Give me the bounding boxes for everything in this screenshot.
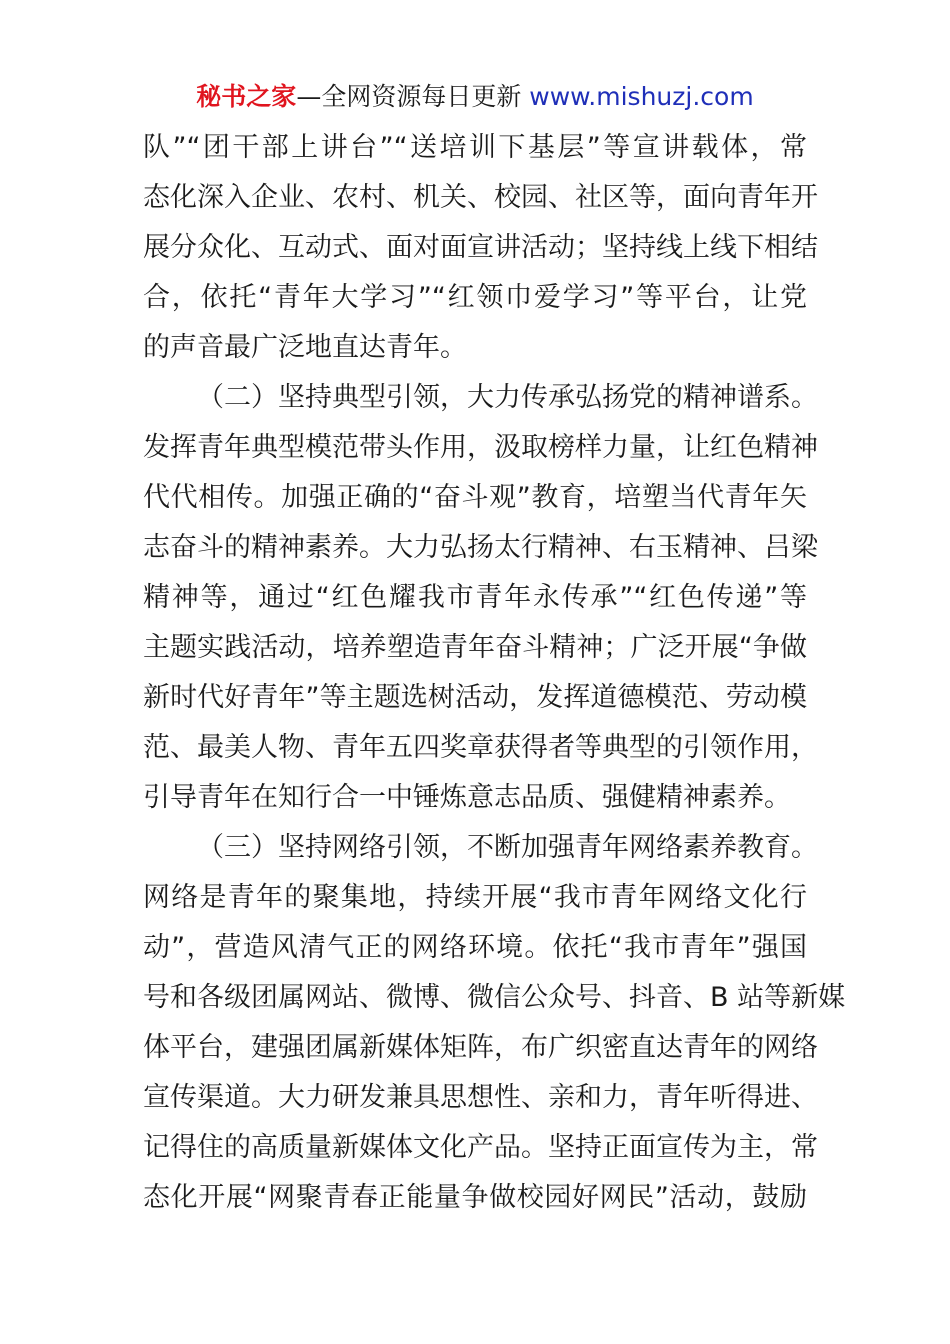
section-heading-line: （三）坚持网络引领，不断加强青年网络素养教育。 xyxy=(197,832,818,863)
text-line: 精神等，通过“红色耀我市青年永传承”“红色传递”等 xyxy=(143,582,807,613)
text-line: 态化深入企业、农村、机关、校园、社区等，面向青年开 xyxy=(143,182,818,213)
brand-name: 秘书之家 xyxy=(196,82,297,111)
text-line: 主题实践活动，培养塑造青年奋斗精神；广泛开展“争做 xyxy=(143,632,807,663)
text-line: 的声音最广泛地直达青年。 xyxy=(143,332,467,363)
text-line: 网络是青年的聚集地，持续开展“我市青年网络文化行 xyxy=(143,882,807,913)
site-url[interactable]: www.mishuzj.com xyxy=(529,82,754,111)
text-line: 号和各级团属网站、微博、微信公众号、抖音、B 站等新媒 xyxy=(143,982,846,1013)
document-body xyxy=(143,123,846,1223)
text-line: 记得住的高质量新媒体文化产品。坚持正面宣传为主，常 xyxy=(143,1132,818,1163)
text-line: 动”，营造风清气正的网络环境。依托“我市青年”强国 xyxy=(143,932,807,963)
text-line: 发挥青年典型模范带头作用，汲取榜样力量，让红色精神 xyxy=(143,432,818,463)
text-line: 展分众化、互动式、面对面宣讲活动；坚持线上线下相结 xyxy=(143,232,818,263)
text-line: 体平台，建强团属新媒体矩阵，布广织密直达青年的网络 xyxy=(143,1032,818,1063)
header-tagline: —全网资源每日更新 xyxy=(296,82,530,111)
text-line: 范、最美人物、青年五四奖章获得者等典型的引领作用， xyxy=(143,732,818,763)
text-line: 志奋斗的精神素养。大力弘扬太行精神、右玉精神、吕梁 xyxy=(143,532,818,563)
text-line: 态化开展“网聚青春正能量争做校园好网民”活动，鼓励 xyxy=(143,1182,807,1213)
text-line: 引导青年在知行合一中锤炼意志品质、强健精神素养。 xyxy=(143,782,791,813)
text-line: 合，依托“青年大学习”“红领巾爱学习”等平台，让党 xyxy=(143,282,807,313)
text-line: 新时代好青年”等主题选树活动，发挥道德模范、劳动模 xyxy=(143,682,807,713)
page-header xyxy=(0,80,950,114)
text-line: 宣传渠道。大力研发兼具思想性、亲和力，青年听得进、 xyxy=(143,1082,818,1113)
text-line: 队”“团干部上讲台”“送培训下基层”等宣讲载体，常 xyxy=(143,132,807,163)
section-heading-line: （二）坚持典型引领，大力传承弘扬党的精神谱系。 xyxy=(197,382,818,413)
text-line: 代代相传。加强正确的“奋斗观”教育，培塑当代青年矢 xyxy=(143,482,807,513)
